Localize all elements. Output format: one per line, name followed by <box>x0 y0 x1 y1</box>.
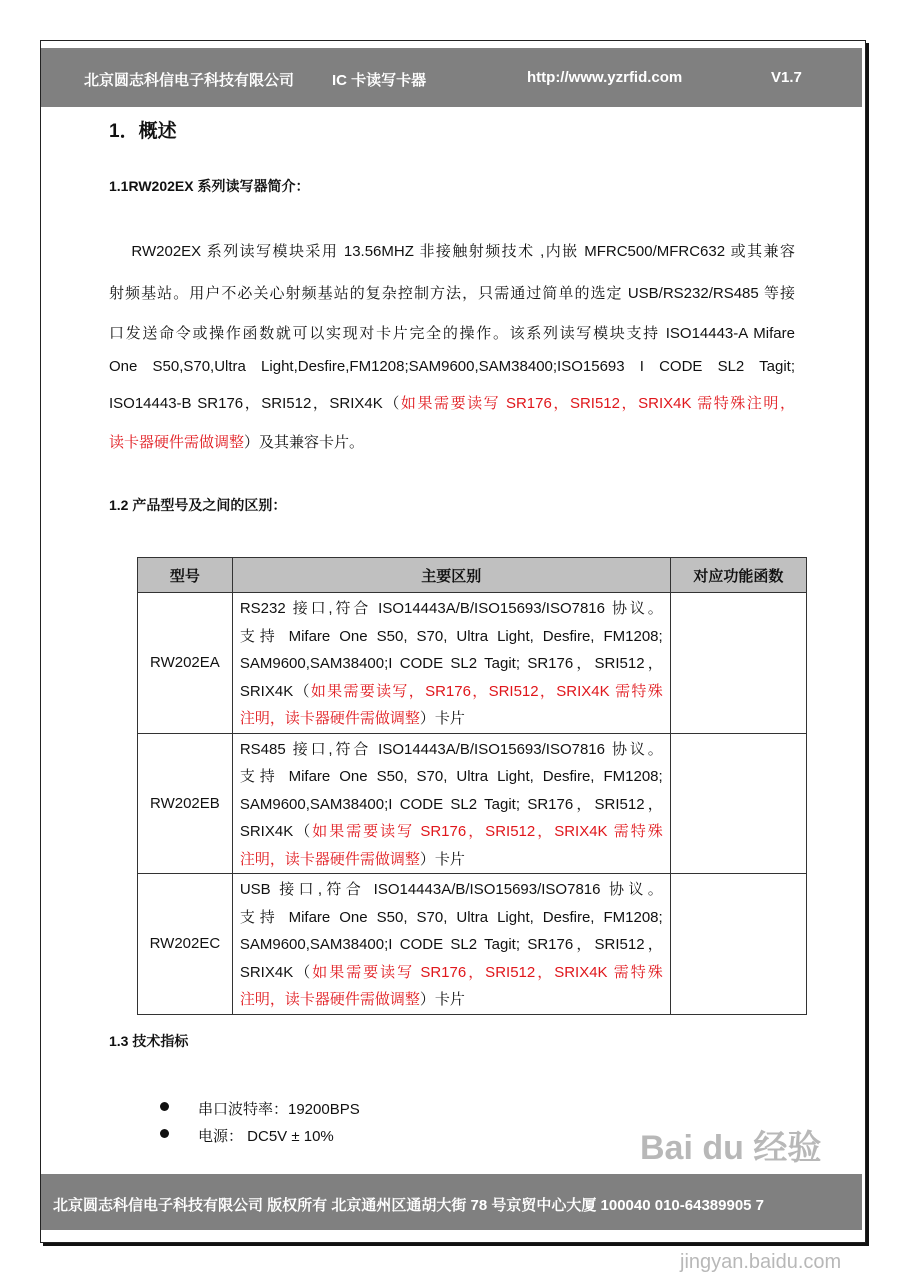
difference-cell <box>232 733 670 874</box>
cell-line <box>240 931 663 959</box>
paragraph-line <box>109 431 795 452</box>
note-text: 如果需要读写 SR176，SRI512，SRIX4K 需特殊 <box>312 963 663 981</box>
note-text: 注明，读卡器硬件需做调整 <box>239 850 420 868</box>
watermark-url: jingyan.baidu.com <box>680 1251 842 1273</box>
subsection-1-1: 1.1RW202EX 系列读写器简介： <box>109 178 310 194</box>
cell-line <box>240 904 663 932</box>
cell-line <box>240 736 663 764</box>
model-cell: RW202EB <box>138 733 233 874</box>
text-segment: One S50,S70,Ultra Light,Desfire,FM1208;SAM9600,SAM38400;ISO15693 I CODE SL2 Tagit; <box>109 358 795 375</box>
header-company: 北京圆志科信电子科技有限公司 <box>84 72 295 89</box>
watermark-logo: Bai du 经验 <box>640 1129 822 1167</box>
table-row <box>138 733 807 874</box>
page-header <box>41 48 862 107</box>
model-table <box>137 557 807 1015</box>
difference-cell <box>232 874 670 1015</box>
note-text: 读卡器硬件需做调整 <box>109 434 245 451</box>
text-segment: USB 接口,符合 ISO14443A/B/ISO15693/ISO7816 协议。 <box>239 881 663 898</box>
table-row <box>138 593 807 734</box>
cell-line <box>240 959 663 987</box>
header-product: IC 卡读写卡器 <box>332 72 427 89</box>
note-text: 如果需要读写，SR176，SRI512，SRIX4K 需特殊 <box>310 682 663 700</box>
header-url: http://www.yzrfid.com <box>527 69 683 86</box>
text-segment: ）卡片 <box>419 850 465 868</box>
function-cell <box>670 874 806 1015</box>
text-segment: SRIX4K（ <box>239 682 311 700</box>
cell-line <box>240 650 663 678</box>
section-title: 1．概述 <box>109 121 177 142</box>
text-segment: SRIX4K（ <box>239 823 313 840</box>
subsection-1-3: 1.3 技术指标 <box>109 1033 189 1049</box>
footer-text: 北京圆志科信电子科技有限公司 版权所有 北京通州区通胡大街 78 号京贸中心大厦 100040 010-64389905 7 <box>53 1197 765 1214</box>
text-segment: 支持 Mifare One S50, S70, Ultra Light, Desfire, FM1208; <box>239 768 663 785</box>
col-function: 对应功能函数 <box>670 558 806 593</box>
text-segment: ）卡片 <box>419 710 465 727</box>
bullet-icon <box>160 1129 169 1138</box>
text-segment: ）及其兼容卡片。 <box>244 434 365 451</box>
text-segment: SAM9600,SAM38400;I CODE SL2 Tagit; SR176，SRI512， <box>239 936 663 953</box>
cell-line <box>240 986 663 1014</box>
note-text: 如果需要读写 SR176，SRI512，SRIX4K 需特殊 <box>312 823 663 840</box>
text-segment: SAM9600,SAM38400;I CODE SL2 Tagit; SR176，SRI512， <box>239 655 663 672</box>
cell-line <box>240 678 663 706</box>
text-segment: 口发送命令或操作函数就可以实现对卡片完全的操作。该系列读写模块支持 ISO14443-A Mifare <box>109 325 795 342</box>
cell-line <box>240 818 663 846</box>
page-footer <box>41 1174 862 1230</box>
paragraph-line <box>109 322 795 343</box>
cell-line <box>240 846 663 874</box>
text-segment: SRIX4K（ <box>239 963 313 981</box>
text-segment: 支持 Mifare One S50, S70, Ultra Light, Desfire, FM1208; <box>239 627 663 645</box>
cell-line <box>240 595 663 623</box>
note-text: 注明，读卡器硬件需做调整 <box>239 710 420 727</box>
note-text: 注明，读卡器硬件需做调整 <box>239 991 420 1008</box>
text-segment: ）卡片 <box>419 991 465 1008</box>
cell-line <box>240 705 663 733</box>
text-segment: RS232 接口,符合 ISO14443A/B/ISO15693/ISO7816 协议。 <box>239 600 663 617</box>
text-segment: RW202EX 系列读写模块采用 13.56MHZ 非接触射频技术 ,内嵌 MFRC500/MFRC632 或其兼容 <box>109 243 795 260</box>
model-cell: RW202EA <box>138 593 233 734</box>
cell-line <box>240 623 663 651</box>
text-segment: 支持 Mifare One S50, S70, Ultra Light, Desfire, FM1208; <box>239 908 663 926</box>
bullet-icon <box>160 1102 169 1111</box>
paragraph-line <box>109 358 795 375</box>
function-cell <box>670 733 806 874</box>
text-segment: ISO14443-B SR176，SRI512，SRIX4K（ <box>109 395 401 412</box>
col-difference: 主要区别 <box>232 558 670 593</box>
cell-line <box>240 763 663 791</box>
cell-line <box>240 791 663 819</box>
text-segment: 射频基站。用户不必关心射频基站的复杂控制方法，只需通过简单的选定 USB/RS232/RS485 等接 <box>109 285 795 302</box>
difference-cell <box>232 593 670 734</box>
col-model: 型号 <box>138 558 233 593</box>
paragraph-line <box>109 240 795 261</box>
table-row <box>138 874 807 1015</box>
paragraph-line <box>109 282 795 303</box>
cell-line <box>240 876 663 904</box>
subsection-1-2: 1.2 产品型号及之间的区别： <box>109 497 287 513</box>
text-segment: RS485 接口,符合 ISO14443A/B/ISO15693/ISO7816 协议。 <box>239 740 663 758</box>
model-cell: RW202EC <box>138 874 233 1015</box>
header-version: V1.7 <box>771 69 802 86</box>
note-text: 如果需要读写 SR176，SRI512，SRIX4K 需特殊注明， <box>400 395 795 412</box>
text-segment: SAM9600,SAM38400;I CODE SL2 Tagit; SR176，SRI512， <box>239 795 663 813</box>
function-cell <box>670 593 806 734</box>
paragraph-line <box>109 392 795 413</box>
